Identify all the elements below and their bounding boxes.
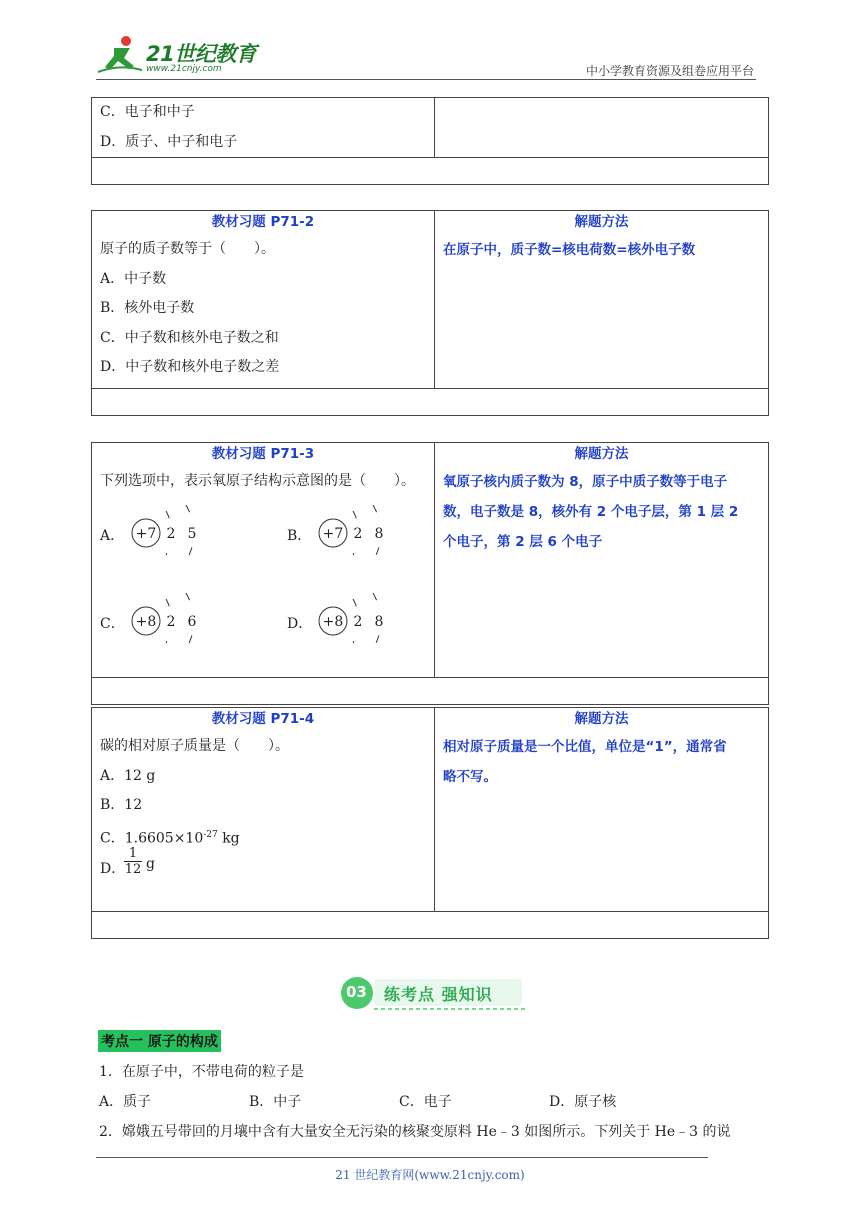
- option-b: B．12: [100, 797, 143, 813]
- shell-2-electrons: 6: [187, 613, 197, 630]
- option-d-label: D．: [100, 861, 126, 877]
- nucleus-charge: +7: [322, 525, 344, 542]
- section-number: 03: [346, 983, 367, 1001]
- question-box-p71-2: [91, 210, 769, 416]
- footer-divider: [96, 1157, 708, 1158]
- method-line-1: 相对原子质量是一个比值，单位是“1”，通常省: [443, 739, 727, 755]
- brand-name: 21世纪教育: [146, 42, 257, 66]
- option-c: [100, 821, 426, 851]
- question-stem: 原子的质子数等于（ ）。: [100, 241, 275, 257]
- question-2-stem: 2．嫦娥五号带回的月壤中含有大量安全无污染的核聚变原料 He﹣3 如图所示。下列关于 He﹣3 的说: [99, 1124, 731, 1140]
- header-platform-text: 中小学教育资源及组卷应用平台: [585, 64, 754, 78]
- atom-structure-diagram: [313, 499, 423, 569]
- option-c-exponent: -27: [203, 829, 218, 840]
- q1-option-d: D．原子核: [549, 1094, 617, 1110]
- section-badge: [338, 976, 528, 1012]
- question-stem: 碳的相对原子质量是（ ）。: [100, 738, 289, 754]
- question-box-p71-4: [91, 707, 769, 939]
- exercise-title: 教材习题 P71-4: [211, 711, 315, 727]
- atom-option-3: [287, 587, 427, 657]
- kaodian-title: 原子的构成: [147, 1034, 218, 1050]
- option-a: A．中子数: [100, 270, 167, 287]
- section-title: 练考点 强知识: [384, 985, 493, 1004]
- nucleus-charge: +7: [135, 525, 157, 542]
- nucleus-charge: +8: [135, 613, 157, 630]
- atom-option-label: D．: [287, 615, 313, 632]
- atom-option-1: [287, 499, 427, 569]
- atom-structure-diagram: [126, 499, 236, 569]
- option-d: D．质子、中子和电子: [100, 133, 238, 150]
- option-b: B．核外电子数: [100, 300, 195, 316]
- option-d: [100, 846, 426, 884]
- method-line-1: 氧原子核内质子数为 8，原子中质子数等于电子: [443, 474, 728, 490]
- atom-option-label: B．: [287, 527, 312, 544]
- exercise-title: 教材习题 P71-3: [211, 446, 315, 462]
- brand-url: www.21cnjy.com: [146, 64, 222, 74]
- atom-options: [92, 497, 434, 677]
- q1-option-c: C．电子: [399, 1094, 452, 1110]
- footer-text: 21 世纪教育网(www.21cnjy.com): [335, 1168, 525, 1182]
- nucleus-charge: +8: [322, 613, 344, 630]
- runner-logo-icon: [96, 34, 144, 78]
- option-a: A．12 g: [100, 767, 156, 784]
- method-title: 解题方法: [574, 214, 629, 230]
- question-1-stem: 1．在原子中，不带电荷的粒子是: [99, 1064, 304, 1080]
- atom-option-label: A．: [100, 527, 125, 544]
- fraction-numerator: 1: [124, 846, 142, 862]
- atom-option-2: [100, 587, 240, 657]
- question-box-p71-3: [91, 442, 769, 705]
- shell-1-electrons: 2: [166, 525, 176, 542]
- kaodian-label: [98, 1030, 221, 1052]
- option-c: C．电子和中子: [100, 104, 195, 120]
- shell-1-electrons: 2: [166, 613, 176, 630]
- header-divider: [96, 79, 756, 80]
- fraction-denominator: 12: [124, 862, 142, 877]
- option-c-base: C．1.6605×10: [100, 830, 204, 847]
- shell-1-electrons: 2: [353, 525, 363, 542]
- method-line-2: 略不写。: [443, 769, 497, 785]
- shell-2-electrons: 5: [187, 525, 197, 542]
- q1-option-b: B．中子: [249, 1094, 302, 1110]
- kaodian-number: 考点一: [101, 1034, 143, 1050]
- shell-2-electrons: 8: [374, 613, 384, 630]
- method-title: 解题方法: [574, 711, 629, 727]
- atom-option-0: [100, 499, 240, 569]
- q1-option-a: A．质子: [99, 1094, 152, 1110]
- exercise-title: 教材习题 P71-2: [211, 214, 315, 230]
- atom-structure-diagram: [126, 587, 236, 657]
- atom-structure-diagram: [313, 587, 423, 657]
- shell-2-electrons: 8: [374, 525, 384, 542]
- method-line-2: 数，电子数是 8，核外有 2 个电子层，第 1 层 2: [443, 504, 739, 520]
- option-d: D．中子数和核外电子数之差: [100, 359, 280, 375]
- atom-option-label: C．: [100, 615, 125, 632]
- shell-1-electrons: 2: [353, 613, 363, 630]
- option-c: C．中子数和核外电子数之和: [100, 329, 279, 346]
- option-d-unit: g: [146, 856, 155, 872]
- question-box-1: [91, 97, 769, 185]
- method-line-3: 个电子，第 2 层 6 个电子: [443, 534, 603, 550]
- method-title: 解题方法: [574, 446, 629, 462]
- site-logo: [96, 34, 266, 78]
- question-stem: 下列选项中，表示氧原子结构示意图的是（ ）。: [100, 473, 415, 489]
- option-c-unit: kg: [217, 830, 240, 847]
- fraction: [124, 846, 142, 877]
- method-text: 在原子中，质子数=核电荷数=核外电子数: [443, 242, 696, 258]
